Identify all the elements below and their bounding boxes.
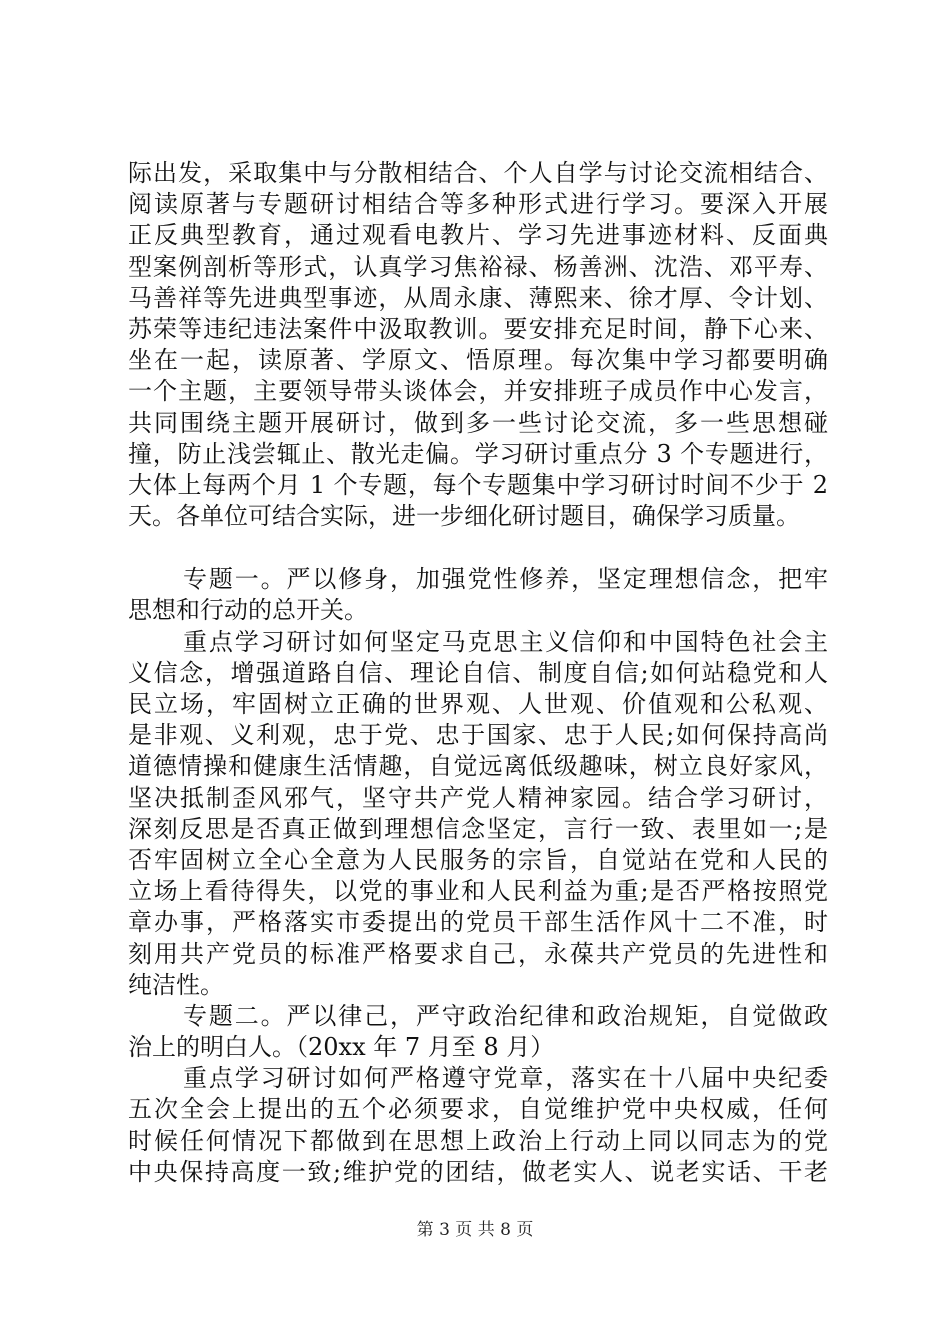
- text-line: 深刻反思是否真正做到理想信念坚定，言行一致、表里如一;是: [128, 814, 828, 843]
- topic-two-body: [128, 1063, 828, 1188]
- page-number-label: 第 3 页 共 8 页: [416, 1220, 534, 1240]
- text-line: 坚决抵制歪风邪气，坚守共产党人精神家园。结合学习研讨，: [128, 783, 828, 812]
- text-line: 大体上每两个月 1 个专题，每个专题集中学习研讨时间不少于 2: [128, 470, 828, 499]
- text-line: 中央保持高度一致;维护党的团结，做老实人、说老实话、干老: [128, 1157, 828, 1186]
- document-body: [128, 158, 828, 1188]
- text-line: 道德情操和健康生活情趣，自觉远离低级趣味，树立良好家风，: [128, 752, 828, 781]
- text-line: 一个主题，主要领导带头谈体会，并安排班子成员作中心发言，: [128, 377, 828, 406]
- topic-two-heading: [128, 1001, 828, 1063]
- text-line: 否牢固树立全心全意为人民服务的宗旨，自觉站在党和人民的: [128, 845, 828, 874]
- text-line: 际出发，采取集中与分散相结合、个人自学与讨论交流相结合、: [128, 159, 828, 187]
- text-line: 义信念，增强道路自信、理论自信、制度自信;如何站稳党和人: [128, 658, 828, 687]
- text-line: 五次全会上提出的五个必须要求，自觉维护党中央权威，任何: [128, 1095, 828, 1124]
- text-line: 共同围绕主题开展研讨，做到多一些讨论交流，多一些思想碰: [128, 408, 828, 437]
- text-line: 天。各单位可结合实际，进一步细化研讨题目，确保学习质量。: [128, 502, 800, 531]
- text-line: 马善祥等先进典型事迹，从周永康、薄熙来、徐才厚、令计划、: [128, 283, 828, 312]
- text-line: 专题一。严以修身，加强党性修养，坚定理想信念，把牢: [183, 565, 828, 594]
- text-line: 撞，防止浅尝辄止、散光走偏。学习研讨重点分 3 个专题进行，: [128, 439, 828, 468]
- text-line: 重点学习研讨如何坚定马克思主义信仰和中国特色社会主: [183, 627, 828, 656]
- page-footer: [0, 1219, 950, 1241]
- text-line: 治上的明白人。（20xx 年 7 月至 8 月）: [128, 1033, 555, 1062]
- text-line: 纯洁性。: [128, 970, 224, 999]
- text-line: 立场上看待得失，以党的事业和人民利益为重;是否严格按照党: [128, 877, 828, 906]
- text-line: 是非观、义利观，忠于党、忠于国家、忠于人民;如何保持高尚: [128, 721, 828, 750]
- text-line: 专题二。严以律己，严守政治纪律和政治规矩，自觉做政: [183, 1001, 828, 1030]
- text-line: 苏荣等违纪违法案件中汲取教训。要安排充足时间，静下心来、: [128, 314, 828, 343]
- text-line: 时候任何情况下都做到在思想上政治上行动上同以同志为的党: [128, 1126, 828, 1155]
- text-line: 坐在一起，读原著、学原文、悟原理。每次集中学习都要明确: [128, 346, 828, 375]
- topic-one-heading: [128, 564, 828, 626]
- text-line: 重点学习研讨如何严格遵守党章，落实在十八届中央纪委: [183, 1064, 828, 1093]
- text-line: 民立场，牢固树立正确的世界观、人世观、价值观和公私观、: [128, 690, 828, 718]
- paragraph-gap: [128, 532, 828, 564]
- text-line: 思想和行动的总开关。: [128, 596, 368, 625]
- topic-one-body: [128, 627, 828, 1001]
- text-line: 型案例剖析等形式，认真学习焦裕禄、杨善洲、沈浩、邓平寿、: [128, 252, 828, 281]
- text-line: 章办事，严格落实市委提出的党员干部生活作风十二不准，时: [128, 908, 828, 937]
- text-line: 刻用共产党员的标准严格要求自己，永葆共产党员的先进性和: [128, 939, 828, 968]
- paragraph-study-methods: [128, 158, 828, 532]
- text-line: 阅读原著与专题研讨相结合等多种形式进行学习。要深入开展: [128, 190, 828, 219]
- text-line: 正反典型教育，通过观看电教片、学习先进事迹材料、反面典: [128, 221, 828, 250]
